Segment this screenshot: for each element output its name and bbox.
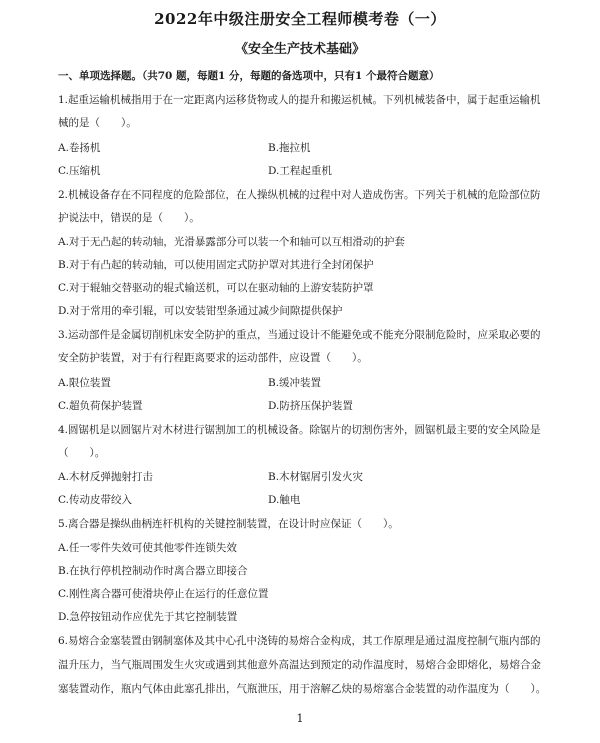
- question-4-line-2: （ ）。: [58, 447, 106, 459]
- exam-title: 2022年中级注册安全工程师模考卷（一）: [154, 10, 446, 28]
- exam-subtitle: 《安全生产技术基础》: [234, 42, 365, 57]
- question-6-line-2: 温升压力，当气瓶周围发生火灾或遇到其他意外高温达到预定的动作温度时，易熔合金即熔化，易熔合金: [58, 659, 541, 671]
- question-3-option-d: D.防挤压保护装置: [268, 400, 353, 412]
- question-4-option-c: C.传动皮带绞入: [58, 494, 132, 506]
- question-4-option-d: D.触电: [268, 494, 301, 506]
- question-2-option-d: D.对于常用的牵引辊，可以安装钳型条通过减少间隙提供保护: [58, 305, 343, 317]
- question-5-option-a: A.任一零件失效可使其他零件连锁失效: [58, 542, 237, 554]
- question-5-option-b: B.在执行停机控制动作时离合器立即接合: [58, 565, 248, 577]
- question-4-option-b: B.木材锯屑引发火灾: [268, 471, 364, 483]
- question-2-line-1: 2.机械设备存在不同程度的危险部位，在人操纵机械的过程中对人造成伤害。下列关于机械的危险部位防: [58, 189, 541, 201]
- section-heading: 一、单项选择题。（共70 题，每题1 分，每题的备选项中，只有1 个最符合题意）: [58, 70, 440, 82]
- question-4-option-a: A.木材反弹抛射打击: [58, 471, 153, 483]
- question-2-option-a: A.对于无凸起的转动轴，光滑暴露部分可以装一个和轴可以互相滑动的护套: [58, 236, 405, 248]
- question-3-option-c: C.超负荷保护装置: [58, 400, 143, 412]
- question-2-option-b: B.对于有凸起的转动轴，可以使用固定式防护罩对其进行全封闭保护: [58, 259, 374, 271]
- question-3-option-b: B.缓冲装置: [268, 377, 322, 389]
- question-6-line-3: 塞装置动作，瓶内气体由此塞孔排出，气瓶泄压，用于溶解乙炔的易熔塞合金装置的动作温度为（ ）。: [58, 683, 547, 695]
- question-2-line-2: 护说法中，错误的是（ ）。: [58, 212, 200, 224]
- question-1-option-d: D.工程起重机: [268, 165, 332, 177]
- question-1-option-a: A.卷扬机: [58, 142, 101, 154]
- question-1-option-c: C.压缩机: [58, 165, 101, 177]
- question-5-option-c: C.刚性离合器可使滑块停止在运行的任意位置: [58, 588, 269, 600]
- question-1-line-1: 1.起重运输机械指用于在一定距离内运移货物或人的提升和搬运机械。下列机械装备中，属于起重运输机: [58, 94, 541, 106]
- question-4-line-1: 4.圆锯机是以圆锯片对木材进行锯割加工的机械设备。除锯片的切割伤害外，圆锯机最主要的安全风险是: [58, 424, 541, 436]
- question-2-option-c: C.对于辊轴交替驱动的辊式输送机，可以在驱动轴的上游安装防护罩: [58, 282, 374, 294]
- question-3-option-a: A.限位装置: [58, 377, 111, 389]
- question-1-line-2: 械的是（ ）。: [58, 117, 137, 129]
- question-5-option-d: D.急停按钮动作应优先于其它控制装置: [58, 611, 238, 623]
- question-1-option-b: B.拖拉机: [268, 142, 311, 154]
- question-5-line-1: 5.离合器是操纵曲柄连杆机构的关键控制装置，在设计时应保证（ ）。: [58, 518, 399, 530]
- page-number: 1: [296, 712, 304, 725]
- question-3-line-1: 3.运动部件是金属切削机床安全防护的重点，当通过设计不能避免或不能充分限制危险时，应采取必要的: [58, 329, 541, 341]
- question-6-line-1: 6.易熔合金塞装置由钢制塞体及其中心孔中浇铸的易熔合金构成，其工作原理是通过温度控制气瓶内部的: [58, 635, 541, 647]
- question-3-line-2: 安全防护装置，对于有行程距离要求的运动部件，应设置（ ）。: [58, 352, 368, 364]
